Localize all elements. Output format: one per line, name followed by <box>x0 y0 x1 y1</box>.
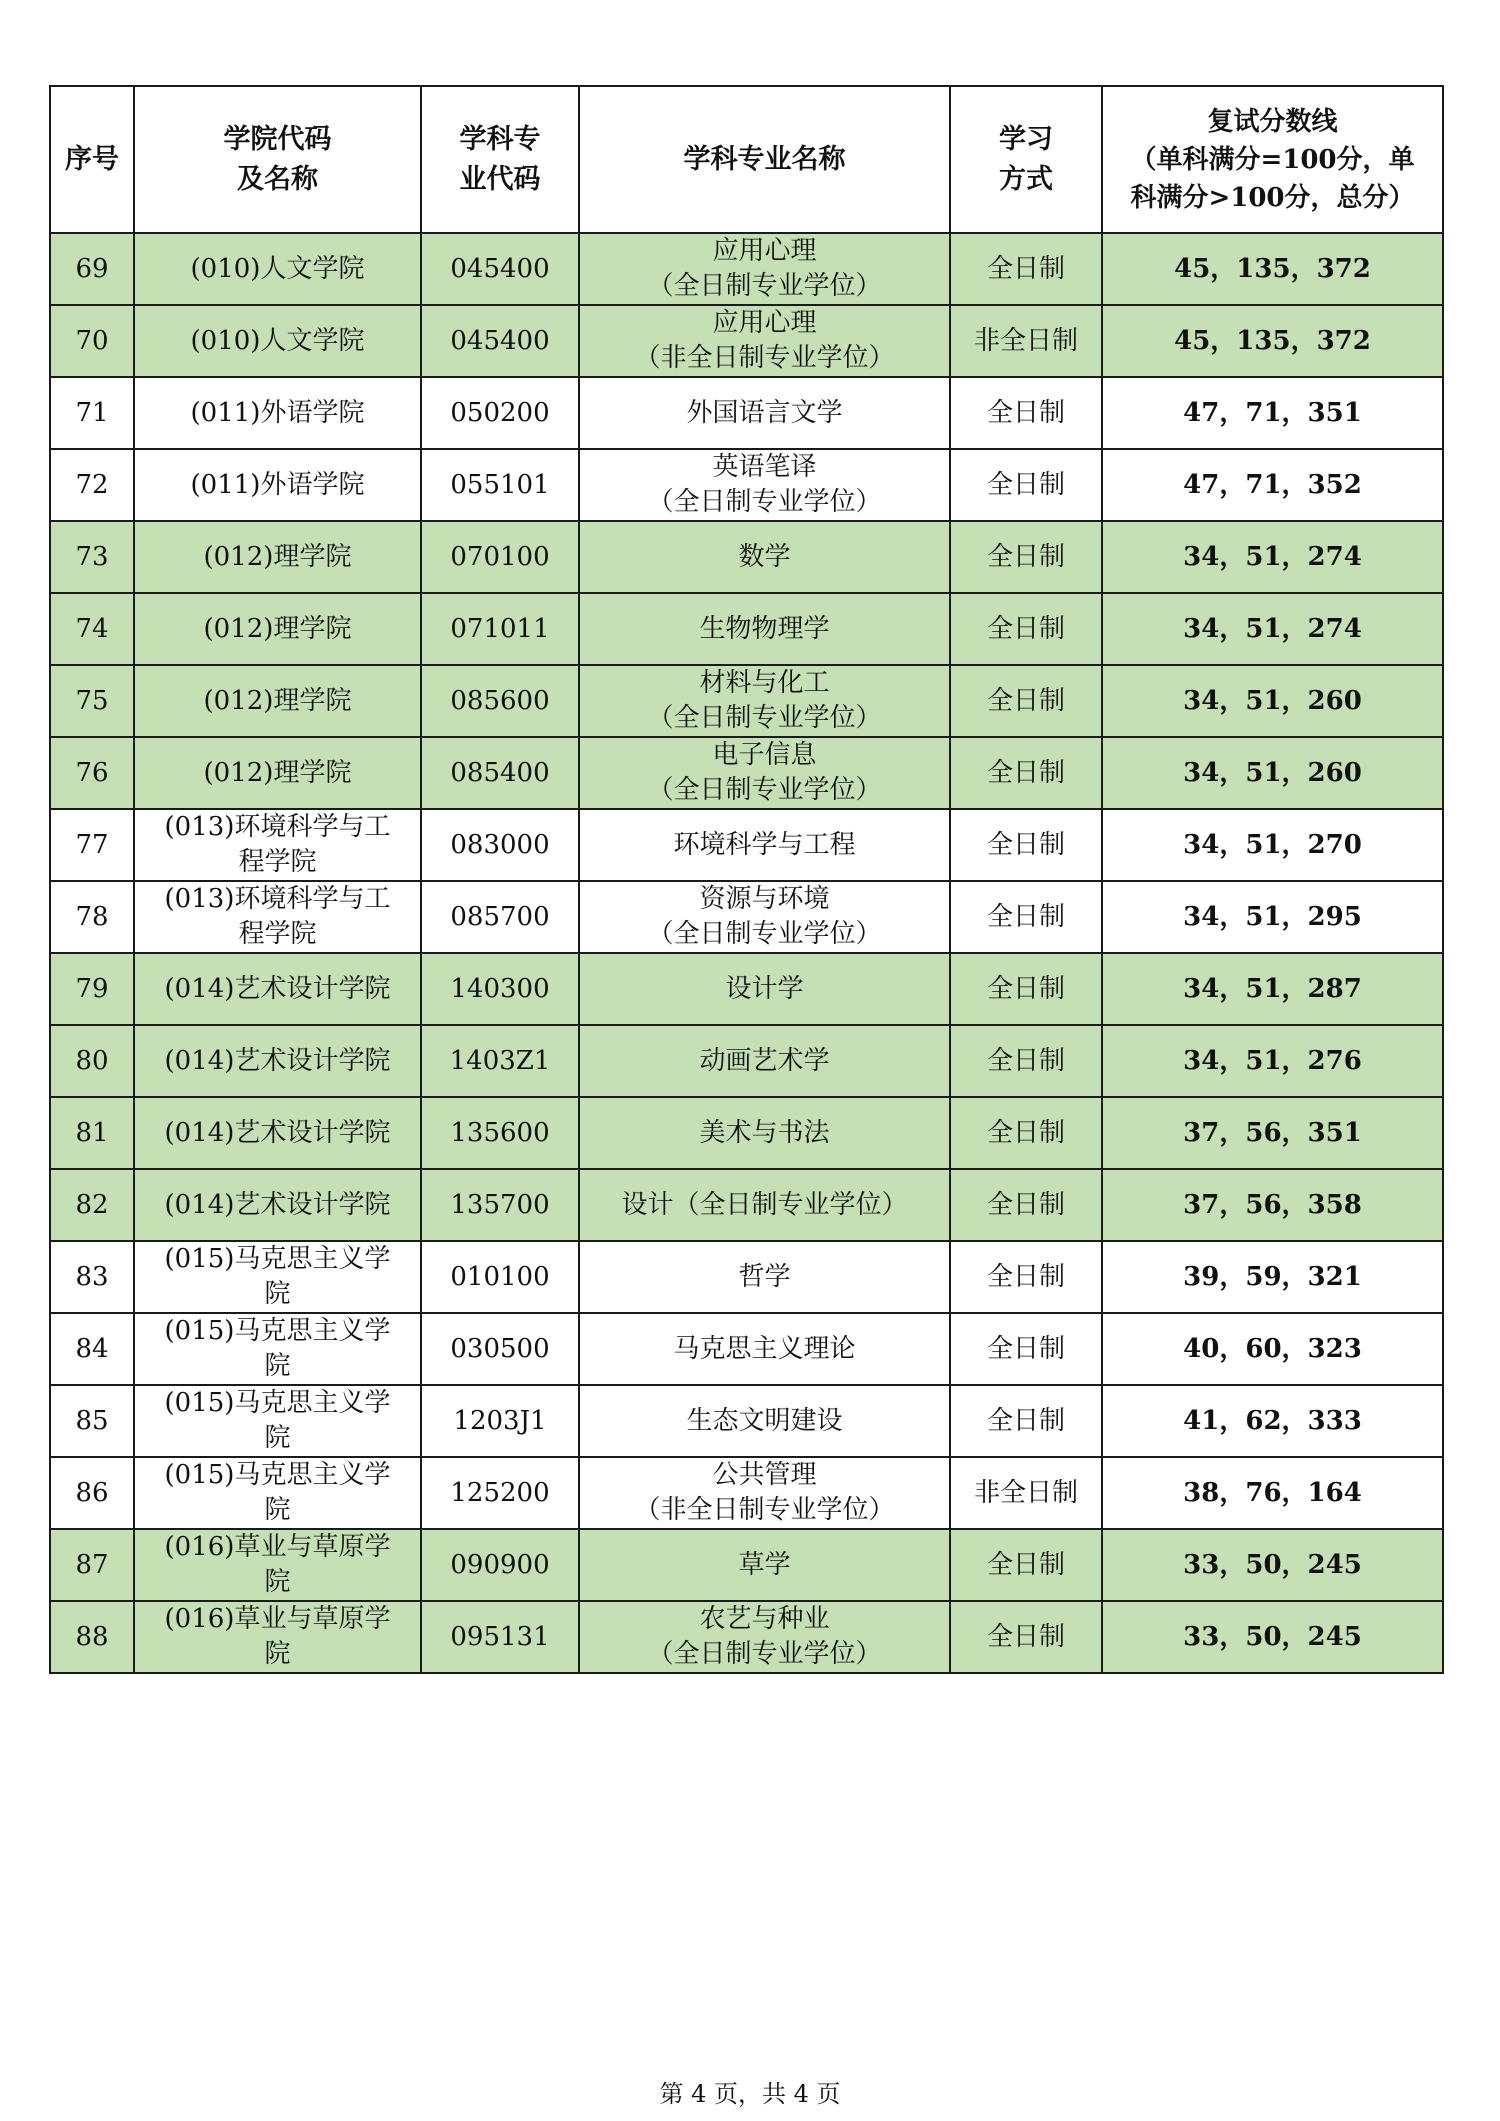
cell-score: 33，50，245 <box>1102 1529 1443 1601</box>
cell-name <box>579 233 950 305</box>
cell-college-line: (016)草业与草原学 <box>164 1604 391 1634</box>
table-row <box>50 449 1443 521</box>
header-mode-line: 方式 <box>999 163 1053 195</box>
header-code-line: 业代码 <box>459 163 541 195</box>
cell-no: 74 <box>50 593 134 665</box>
cell-college <box>134 1601 421 1673</box>
cell-score: 34，51，276 <box>1102 1025 1443 1097</box>
table-row <box>50 1601 1443 1673</box>
cell-code: 045400 <box>421 233 579 305</box>
cell-code: 090900 <box>421 1529 579 1601</box>
cell-college-line: (015)马克思主义学 <box>164 1244 391 1274</box>
cell-score: 40，60，323 <box>1102 1313 1443 1385</box>
table-row <box>50 593 1443 665</box>
cell-name <box>579 1313 950 1385</box>
cell-college-line: (014)艺术设计学院 <box>164 1117 391 1148</box>
cell-college-line: (014)艺术设计学院 <box>164 1045 391 1076</box>
cell-name-line: 材料与化工 <box>699 668 830 698</box>
cell-name-line: （全日制专业学位） <box>647 919 882 949</box>
cell-name-line: （全日制专业学位） <box>647 1639 882 1669</box>
cell-no: 77 <box>50 809 134 881</box>
cell-code: 083000 <box>421 809 579 881</box>
cell-college <box>134 1097 421 1169</box>
header-mode-line: 学习 <box>999 123 1053 155</box>
cell-name <box>579 1025 950 1097</box>
cell-code: 1403Z1 <box>421 1025 579 1097</box>
page-footer: 第 4 页，共 4 页 <box>659 2080 841 2108</box>
cell-college-line: (011)外语学院 <box>190 397 365 428</box>
cell-code: 071011 <box>421 593 579 665</box>
cell-no: 79 <box>50 953 134 1025</box>
cell-score: 45，135，372 <box>1102 233 1443 305</box>
cell-college-line: (012)理学院 <box>203 757 352 788</box>
cell-name-line: （全日制专业学位） <box>647 703 882 733</box>
cell-mode: 全日制 <box>950 449 1102 521</box>
cell-code: 125200 <box>421 1457 579 1529</box>
cell-mode: 全日制 <box>950 233 1102 305</box>
cell-college-line: 院 <box>264 1495 291 1525</box>
cell-score: 47，71，352 <box>1102 449 1443 521</box>
cell-name <box>579 305 950 377</box>
cell-no: 86 <box>50 1457 134 1529</box>
cell-no: 83 <box>50 1241 134 1313</box>
cell-name <box>579 953 950 1025</box>
cell-score: 33，50，245 <box>1102 1601 1443 1673</box>
cell-no: 78 <box>50 881 134 953</box>
cell-name <box>579 1457 950 1529</box>
cell-college <box>134 953 421 1025</box>
cell-name-line: 生物物理学 <box>699 613 830 644</box>
cell-college <box>134 665 421 737</box>
cell-code: 070100 <box>421 521 579 593</box>
cell-score: 34，51，270 <box>1102 809 1443 881</box>
cell-college <box>134 881 421 953</box>
cell-name <box>579 1529 950 1601</box>
cell-college <box>134 737 421 809</box>
cell-name-line: 应用心理 <box>712 236 817 266</box>
cell-no: 85 <box>50 1385 134 1457</box>
header-code-line: 学科专 <box>459 123 541 155</box>
cell-college-line: 院 <box>264 1351 291 1381</box>
cell-name <box>579 881 950 953</box>
cell-name-line: 应用心理 <box>712 308 817 338</box>
cell-code: 085700 <box>421 881 579 953</box>
cell-college <box>134 1241 421 1313</box>
cell-mode: 全日制 <box>950 953 1102 1025</box>
cell-college <box>134 1385 421 1457</box>
header-code <box>421 86 579 233</box>
cell-name-line: 生态文明建设 <box>686 1405 843 1436</box>
header-score <box>1102 86 1443 233</box>
cell-name <box>579 665 950 737</box>
cell-college-line: (010)人文学院 <box>190 325 365 356</box>
header-no: 序号 <box>50 86 134 233</box>
cell-name-line: 美术与书法 <box>699 1117 830 1148</box>
table-row <box>50 1529 1443 1601</box>
cell-name-line: 马克思主义理论 <box>673 1333 856 1364</box>
cell-name <box>579 809 950 881</box>
cell-score: 34，51，295 <box>1102 881 1443 953</box>
table-row <box>50 809 1443 881</box>
cell-no: 75 <box>50 665 134 737</box>
table-row <box>50 1097 1443 1169</box>
cell-college <box>134 305 421 377</box>
cell-name <box>579 1385 950 1457</box>
cell-college <box>134 449 421 521</box>
cell-name-line: 资源与环境 <box>699 884 830 914</box>
cell-name <box>579 1601 950 1673</box>
cell-name <box>579 1241 950 1313</box>
cell-no: 69 <box>50 233 134 305</box>
header-college-line: 及名称 <box>237 163 318 195</box>
cell-score: 34，51，274 <box>1102 593 1443 665</box>
cell-name-line: 环境科学与工程 <box>673 829 856 860</box>
cell-mode: 全日制 <box>950 377 1102 449</box>
cell-score: 47，71，351 <box>1102 377 1443 449</box>
cell-name <box>579 449 950 521</box>
cell-code: 140300 <box>421 953 579 1025</box>
cell-name <box>579 521 950 593</box>
cell-no: 88 <box>50 1601 134 1673</box>
cell-name <box>579 737 950 809</box>
cell-mode: 全日制 <box>950 1313 1102 1385</box>
cell-name-line: 英语笔译 <box>712 452 817 482</box>
cell-no: 71 <box>50 377 134 449</box>
header-college <box>134 86 421 233</box>
cell-name-line: 公共管理 <box>712 1460 817 1490</box>
table-row <box>50 305 1443 377</box>
cell-college-line: 程学院 <box>238 847 317 877</box>
table-row <box>50 233 1443 305</box>
table-row <box>50 881 1443 953</box>
cell-code: 045400 <box>421 305 579 377</box>
header-mode <box>950 86 1102 233</box>
cell-code: 135600 <box>421 1097 579 1169</box>
cell-college-line: (013)环境科学与工 <box>164 884 391 914</box>
header-row <box>50 86 1443 233</box>
cell-college <box>134 809 421 881</box>
cell-mode: 全日制 <box>950 809 1102 881</box>
cell-name-line: （全日制专业学位） <box>647 271 882 301</box>
cell-college-line: (016)草业与草原学 <box>164 1532 391 1562</box>
cell-mode: 全日制 <box>950 1241 1102 1313</box>
header-score-line: （单科满分=100分，单 <box>1130 144 1415 175</box>
cell-score: 45，135，372 <box>1102 305 1443 377</box>
table-row <box>50 737 1443 809</box>
cell-college-line: (013)环境科学与工 <box>164 812 391 842</box>
cell-name <box>579 1169 950 1241</box>
cell-college-line: (012)理学院 <box>203 685 352 716</box>
cell-score: 37，56，351 <box>1102 1097 1443 1169</box>
cell-score: 34，51，287 <box>1102 953 1443 1025</box>
table-row <box>50 521 1443 593</box>
cell-college-line: 院 <box>264 1639 291 1669</box>
cell-mode: 全日制 <box>950 521 1102 593</box>
score-table <box>49 85 1444 1674</box>
cell-score: 34，51，260 <box>1102 665 1443 737</box>
cell-college-line: (015)马克思主义学 <box>164 1460 391 1490</box>
cell-mode: 全日制 <box>950 1097 1102 1169</box>
cell-mode: 全日制 <box>950 1169 1102 1241</box>
table-row <box>50 1385 1443 1457</box>
table-row <box>50 953 1443 1025</box>
cell-code: 010100 <box>421 1241 579 1313</box>
cell-college-line: (012)理学院 <box>203 541 352 572</box>
cell-score: 39，59，321 <box>1102 1241 1443 1313</box>
cell-no: 73 <box>50 521 134 593</box>
table-row <box>50 1241 1443 1313</box>
cell-mode: 全日制 <box>950 1529 1102 1601</box>
cell-college-line: (014)艺术设计学院 <box>164 1189 391 1220</box>
cell-college-line: 程学院 <box>238 919 317 949</box>
cell-name-line: （全日制专业学位） <box>647 487 882 517</box>
cell-code: 030500 <box>421 1313 579 1385</box>
cell-no: 80 <box>50 1025 134 1097</box>
cell-name-line: 农艺与种业 <box>699 1604 830 1634</box>
cell-college <box>134 1169 421 1241</box>
cell-college <box>134 1025 421 1097</box>
cell-code: 085600 <box>421 665 579 737</box>
cell-college-line: 院 <box>264 1423 291 1453</box>
cell-college <box>134 377 421 449</box>
cell-college <box>134 1313 421 1385</box>
cell-mode: 全日制 <box>950 593 1102 665</box>
cell-mode: 全日制 <box>950 665 1102 737</box>
cell-score: 34，51，260 <box>1102 737 1443 809</box>
cell-name-line: 动画艺术学 <box>699 1045 830 1076</box>
cell-score: 41，62，333 <box>1102 1385 1443 1457</box>
cell-name-line: （非全日制专业学位） <box>634 343 895 373</box>
cell-no: 87 <box>50 1529 134 1601</box>
cell-code: 1203J1 <box>421 1385 579 1457</box>
cell-name-line: 哲学 <box>738 1261 791 1292</box>
cell-name-line: 设计学 <box>725 973 804 1004</box>
cell-code: 085400 <box>421 737 579 809</box>
cell-college <box>134 1529 421 1601</box>
cell-no: 70 <box>50 305 134 377</box>
cell-college-line: (014)艺术设计学院 <box>164 973 391 1004</box>
cell-college <box>134 233 421 305</box>
cell-code: 050200 <box>421 377 579 449</box>
cell-no: 72 <box>50 449 134 521</box>
header-college-line: 学院代码 <box>223 123 332 155</box>
table-row <box>50 377 1443 449</box>
cell-name-line: 数学 <box>738 541 791 572</box>
cell-no: 81 <box>50 1097 134 1169</box>
cell-name <box>579 1097 950 1169</box>
cell-college <box>134 1457 421 1529</box>
cell-code: 135700 <box>421 1169 579 1241</box>
cell-code: 055101 <box>421 449 579 521</box>
table-row <box>50 1457 1443 1529</box>
cell-name-line: （全日制专业学位） <box>647 775 882 805</box>
table-row <box>50 1313 1443 1385</box>
cell-college-line: (011)外语学院 <box>190 469 365 500</box>
cell-college-line: 院 <box>264 1279 291 1309</box>
cell-name-line: （非全日制专业学位） <box>634 1495 895 1525</box>
cell-name-line: 外国语言文学 <box>686 397 843 428</box>
cell-mode: 全日制 <box>950 737 1102 809</box>
cell-score: 34，51，274 <box>1102 521 1443 593</box>
cell-no: 82 <box>50 1169 134 1241</box>
cell-mode: 全日制 <box>950 881 1102 953</box>
cell-college-line: 院 <box>264 1567 291 1597</box>
header-name: 学科专业名称 <box>579 86 950 233</box>
cell-name-line: 电子信息 <box>712 740 817 770</box>
cell-college-line: (015)马克思主义学 <box>164 1388 391 1418</box>
cell-college-line: (010)人文学院 <box>190 253 365 284</box>
cell-college-line: (015)马克思主义学 <box>164 1316 391 1346</box>
cell-mode: 全日制 <box>950 1385 1102 1457</box>
cell-score: 37，56，358 <box>1102 1169 1443 1241</box>
cell-mode: 非全日制 <box>950 1457 1102 1529</box>
cell-mode: 全日制 <box>950 1025 1102 1097</box>
cell-college-line: (012)理学院 <box>203 613 352 644</box>
cell-mode: 非全日制 <box>950 305 1102 377</box>
table-row <box>50 665 1443 737</box>
cell-no: 76 <box>50 737 134 809</box>
table-row <box>50 1169 1443 1241</box>
cell-college <box>134 521 421 593</box>
table-row <box>50 1025 1443 1097</box>
cell-code: 095131 <box>421 1601 579 1673</box>
cell-name-line: 设计（全日制专业学位） <box>621 1189 908 1220</box>
cell-score: 38，76，164 <box>1102 1457 1443 1529</box>
cell-college <box>134 593 421 665</box>
header-score-line: 科满分>100分，总分） <box>1130 182 1415 213</box>
table-body <box>50 233 1443 1673</box>
header-score-line: 复试分数线 <box>1207 106 1338 137</box>
cell-name <box>579 593 950 665</box>
cell-no: 84 <box>50 1313 134 1385</box>
cell-mode: 全日制 <box>950 1601 1102 1673</box>
cell-name-line: 草学 <box>738 1549 791 1580</box>
cell-name <box>579 377 950 449</box>
